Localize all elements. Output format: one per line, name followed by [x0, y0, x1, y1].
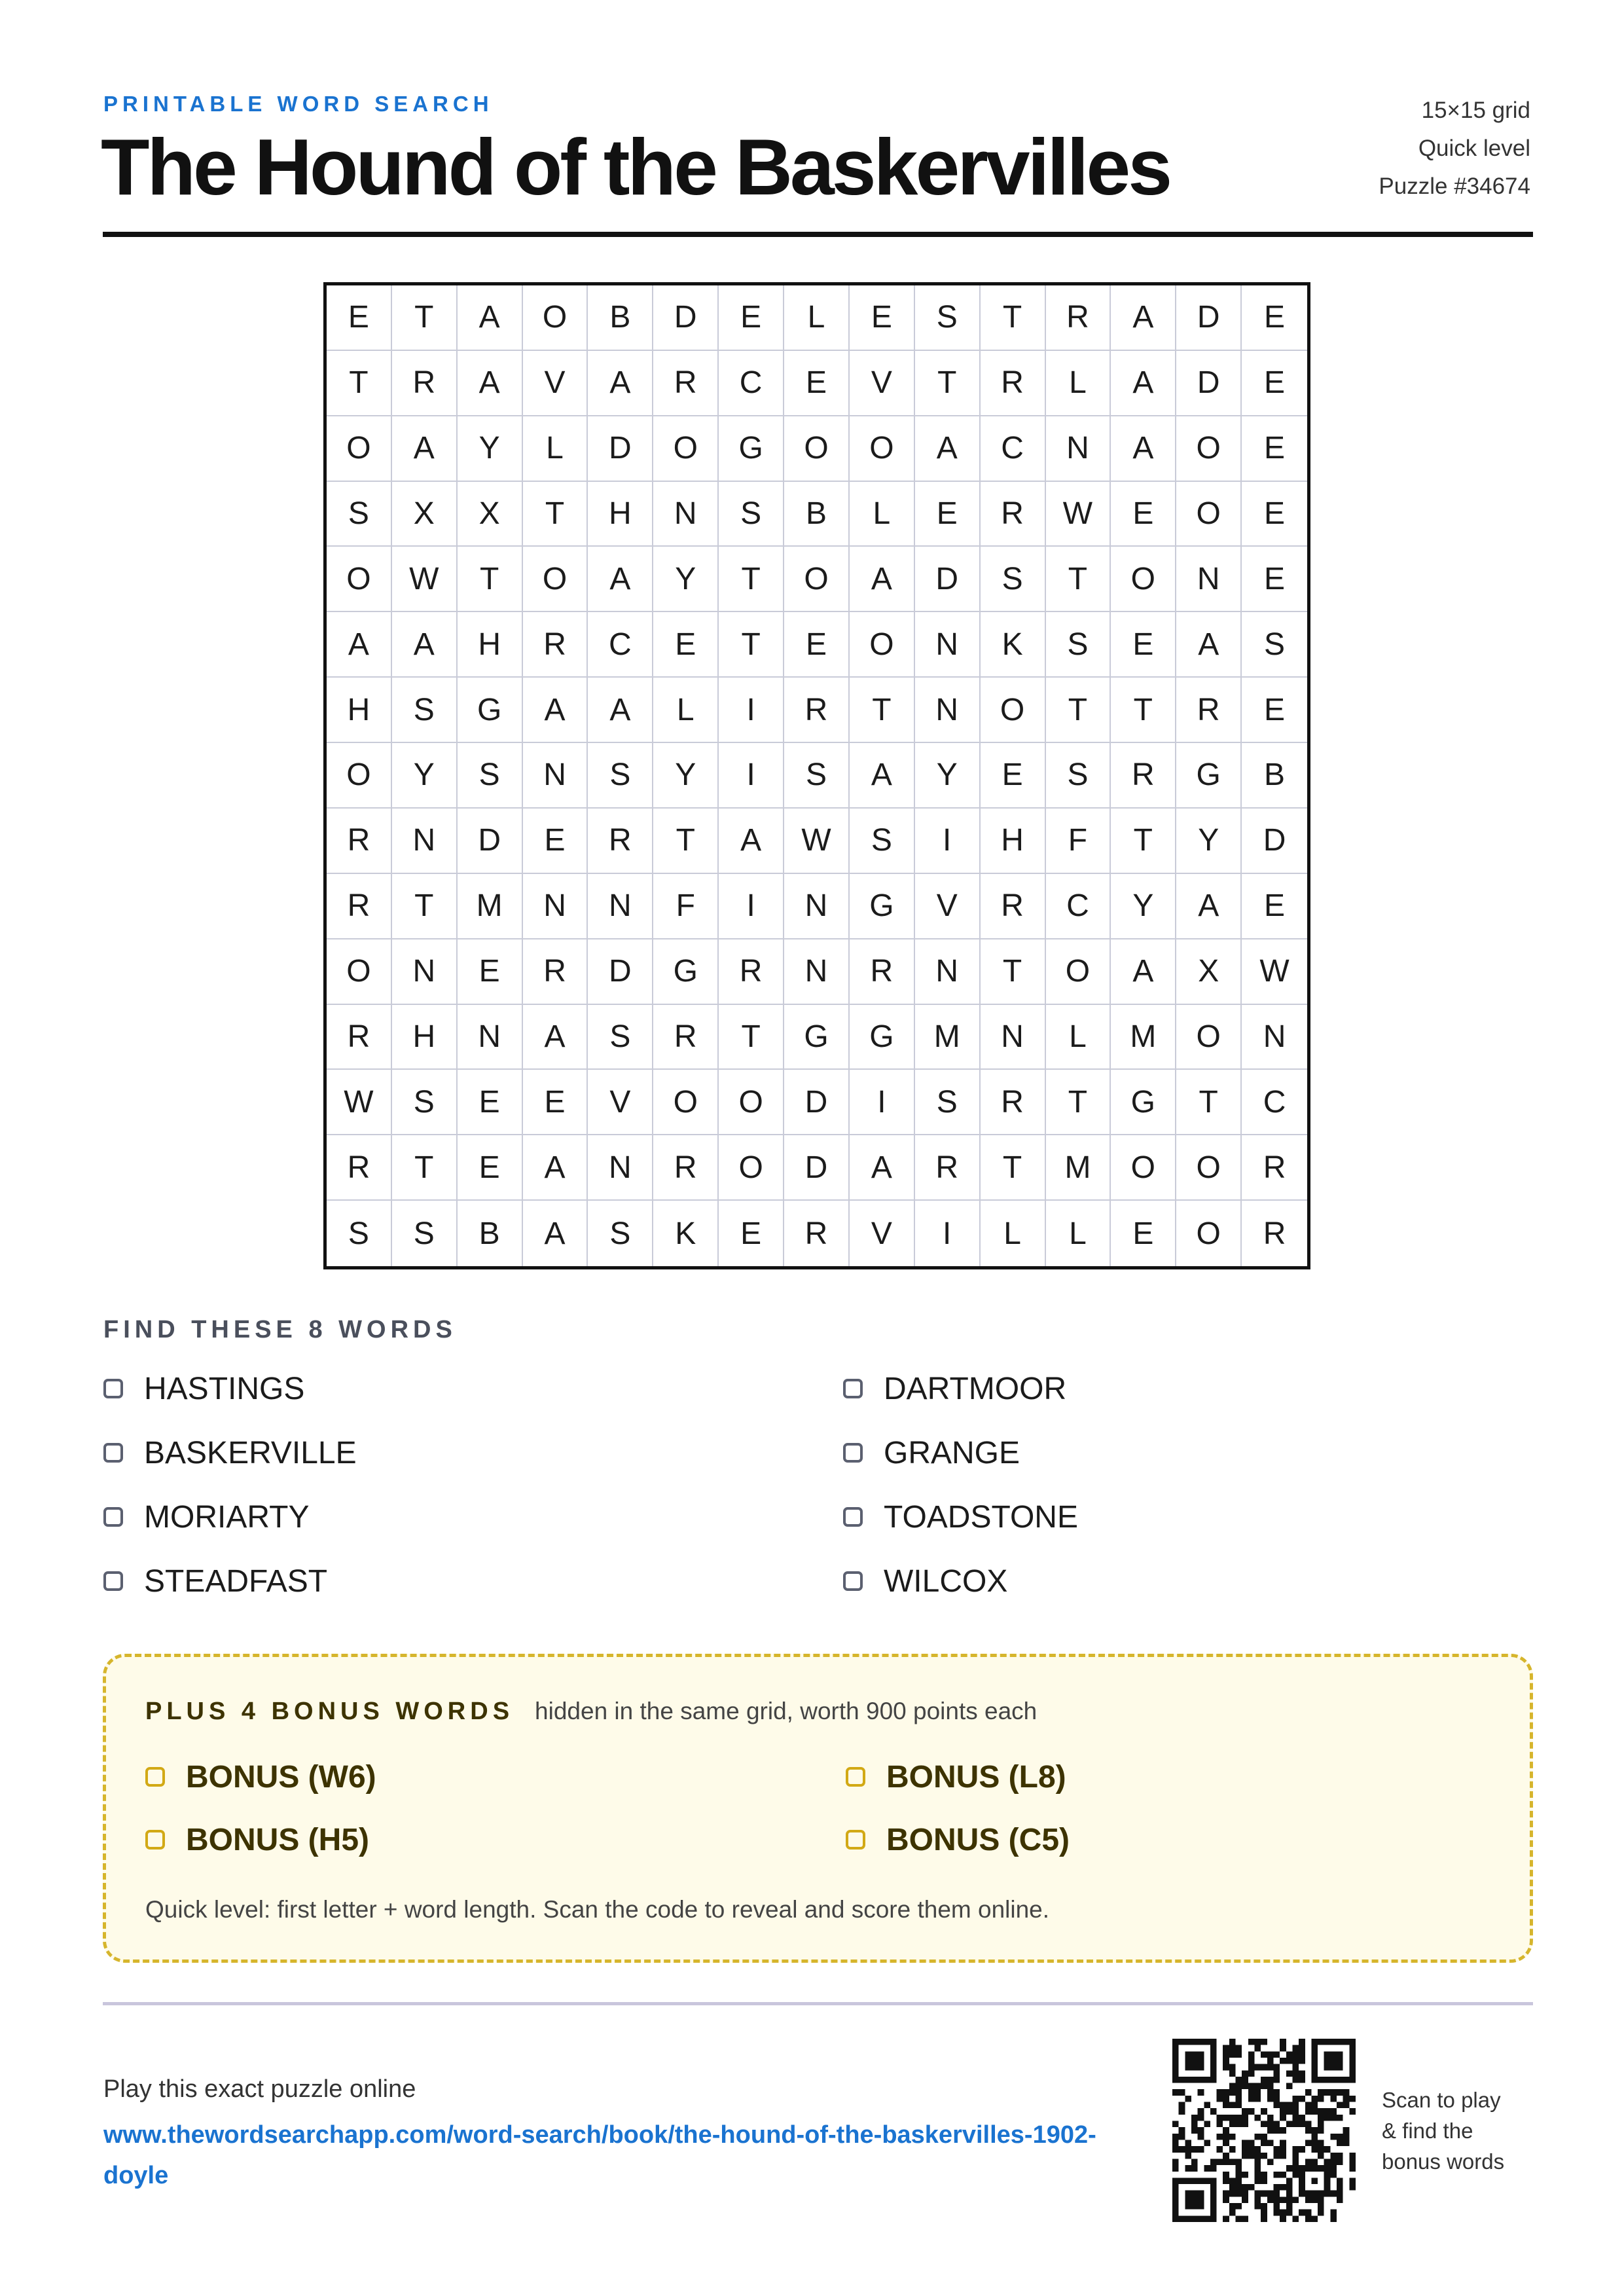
grid-cell[interactable]: M — [915, 1005, 981, 1070]
grid-cell[interactable]: T — [327, 351, 392, 416]
grid-cell[interactable]: C — [1046, 874, 1111, 939]
grid-cell[interactable]: E — [1242, 285, 1307, 351]
grid-cell[interactable]: E — [1242, 547, 1307, 612]
grid-cell[interactable]: G — [719, 416, 784, 482]
grid-cell[interactable]: A — [458, 351, 523, 416]
grid-cell[interactable]: A — [458, 285, 523, 351]
grid-cell[interactable]: V — [915, 874, 981, 939]
grid-cell[interactable]: O — [1176, 416, 1242, 482]
word-item[interactable] — [103, 1500, 843, 1534]
bonus-word-label: BONUS (C5) — [886, 1822, 1070, 1857]
grid-cell[interactable]: R — [1046, 285, 1111, 351]
grid-cell[interactable]: S — [1046, 612, 1111, 678]
grid-cell[interactable]: O — [1176, 1135, 1242, 1201]
puzzle-meta — [1379, 92, 1530, 206]
checkbox-icon[interactable] — [145, 1767, 165, 1787]
grid-cell[interactable]: D — [1176, 351, 1242, 416]
grid-cell[interactable]: M — [1111, 1005, 1176, 1070]
bonus-note: Quick level: first letter + word length. Scan the code to reveal and score them online. — [145, 1896, 1050, 1923]
grid-cell[interactable]: A — [1111, 285, 1176, 351]
grid-cell[interactable]: Y — [1176, 809, 1242, 874]
eyebrow-label: PRINTABLE WORD SEARCH — [103, 92, 494, 116]
grid-cell[interactable]: T — [1176, 1070, 1242, 1135]
grid-cell[interactable]: O — [327, 547, 392, 612]
grid-cell[interactable]: A — [850, 743, 915, 809]
grid-cell[interactable]: B — [784, 482, 850, 547]
grid-cell[interactable]: I — [719, 874, 784, 939]
grid-cell[interactable]: C — [981, 416, 1046, 482]
grid-cell[interactable]: B — [588, 285, 653, 351]
grid-cell[interactable]: O — [523, 285, 588, 351]
grid-cell[interactable]: M — [458, 874, 523, 939]
qr-code-icon[interactable] — [1172, 2039, 1356, 2222]
grid-cell[interactable]: O — [719, 1070, 784, 1135]
grid-cell[interactable]: I — [850, 1070, 915, 1135]
grid-cell[interactable]: E — [653, 612, 719, 678]
letter-grid[interactable] — [323, 282, 1310, 1269]
grid-cell[interactable]: S — [458, 743, 523, 809]
grid-cell[interactable]: E — [523, 1070, 588, 1135]
grid-cell[interactable]: R — [981, 351, 1046, 416]
grid-cell[interactable]: E — [915, 482, 981, 547]
grid-cell[interactable]: H — [588, 482, 653, 547]
grid-cell[interactable]: E — [1242, 874, 1307, 939]
word-label: MORIARTY — [144, 1499, 310, 1535]
grid-cell[interactable]: E — [1242, 678, 1307, 743]
grid-cell[interactable]: E — [850, 285, 915, 351]
grid-cell[interactable]: A — [719, 809, 784, 874]
grid-cell[interactable]: Y — [915, 743, 981, 809]
grid-cell[interactable]: V — [588, 1070, 653, 1135]
grid-cell[interactable]: N — [1046, 416, 1111, 482]
header-divider — [103, 232, 1533, 237]
grid-cell[interactable]: V — [850, 1201, 915, 1266]
grid-cell[interactable]: C — [1242, 1070, 1307, 1135]
grid-cell[interactable]: N — [915, 939, 981, 1005]
bonus-word-label: BONUS (W6) — [186, 1759, 376, 1795]
grid-cell[interactable]: R — [1111, 743, 1176, 809]
grid-cell[interactable]: D — [1242, 809, 1307, 874]
checkbox-icon[interactable] — [846, 1830, 865, 1850]
grid-cell[interactable]: E — [327, 285, 392, 351]
grid-cell[interactable]: E — [458, 1135, 523, 1201]
grid-cell[interactable]: D — [784, 1135, 850, 1201]
grid-cell[interactable]: R — [327, 1135, 392, 1201]
grid-cell[interactable]: G — [850, 874, 915, 939]
level-label: Quick level — [1418, 136, 1530, 161]
grid-cell[interactable]: X — [458, 482, 523, 547]
grid-cell[interactable]: E — [523, 809, 588, 874]
grid-cell[interactable]: T — [523, 482, 588, 547]
grid-cell[interactable]: T — [850, 678, 915, 743]
grid-cell[interactable]: V — [850, 351, 915, 416]
grid-cell[interactable]: G — [1176, 743, 1242, 809]
word-list-title: FIND THESE 8 WORDS — [103, 1316, 457, 1343]
grid-cell[interactable]: T — [392, 1135, 458, 1201]
grid-cell[interactable]: R — [784, 678, 850, 743]
grid-cell[interactable]: D — [1176, 285, 1242, 351]
grid-cell[interactable]: R — [653, 351, 719, 416]
grid-cell[interactable]: N — [784, 939, 850, 1005]
grid-cell[interactable]: C — [719, 351, 784, 416]
grid-cell[interactable]: L — [1046, 351, 1111, 416]
grid-cell[interactable]: E — [784, 351, 850, 416]
grid-cell[interactable]: I — [915, 809, 981, 874]
grid-cell[interactable]: I — [719, 743, 784, 809]
footer-divider — [103, 2002, 1533, 2005]
grid-cell[interactable]: S — [588, 1201, 653, 1266]
grid-cell[interactable]: O — [1176, 1005, 1242, 1070]
grid-cell[interactable]: T — [1046, 547, 1111, 612]
grid-cell[interactable]: T — [392, 874, 458, 939]
word-item[interactable] — [843, 1564, 1534, 1598]
grid-cell[interactable]: T — [1111, 678, 1176, 743]
grid-cell[interactable]: A — [1111, 939, 1176, 1005]
grid-cell[interactable]: G — [850, 1005, 915, 1070]
grid-cell[interactable]: K — [653, 1201, 719, 1266]
grid-cell[interactable]: O — [850, 612, 915, 678]
bonus-word-label: BONUS (L8) — [886, 1759, 1066, 1795]
grid-cell[interactable]: S — [392, 1201, 458, 1266]
word-label: TOADSTONE — [884, 1499, 1078, 1535]
grid-cell[interactable]: T — [981, 285, 1046, 351]
checkbox-icon[interactable] — [843, 1379, 863, 1398]
grid-cell[interactable]: T — [1046, 1070, 1111, 1135]
grid-cell[interactable]: E — [1111, 482, 1176, 547]
grid-cell[interactable]: T — [915, 351, 981, 416]
grid-cell[interactable]: E — [784, 612, 850, 678]
grid-cell[interactable]: R — [1263, 1216, 1286, 1251]
grid-cell[interactable]: S — [327, 1201, 392, 1266]
grid-cell[interactable]: S — [784, 743, 850, 809]
grid-cell[interactable]: A — [1111, 351, 1176, 416]
grid-cell[interactable]: O — [1176, 482, 1242, 547]
grid-cell[interactable]: T — [392, 285, 458, 351]
grid-cell[interactable]: F — [653, 874, 719, 939]
grid-cell[interactable]: F — [1046, 809, 1111, 874]
grid-cell[interactable]: S — [915, 285, 981, 351]
checkbox-icon[interactable] — [145, 1830, 165, 1850]
grid-cell[interactable]: T — [981, 1135, 1046, 1201]
grid-cell[interactable]: W — [327, 1070, 392, 1135]
grid-cell[interactable]: B — [1242, 743, 1307, 809]
grid-cell[interactable]: A — [523, 678, 588, 743]
grid-cell[interactable]: S — [392, 678, 458, 743]
grid-cell[interactable]: O — [850, 416, 915, 482]
grid-cell[interactable]: W — [392, 547, 458, 612]
grid-cell[interactable]: T — [458, 547, 523, 612]
word-label: GRANGE — [884, 1435, 1020, 1470]
grid-cell[interactable]: W — [1242, 939, 1307, 1005]
word-label: HASTINGS — [144, 1371, 305, 1406]
grid-cell[interactable]: R — [653, 1005, 719, 1070]
grid-cell[interactable]: D — [588, 416, 653, 482]
grid-cell[interactable]: E — [719, 1201, 784, 1266]
grid-cell[interactable]: R — [981, 482, 1046, 547]
grid-cell[interactable]: A — [1176, 612, 1242, 678]
grid-cell[interactable]: A — [392, 416, 458, 482]
grid-cell[interactable]: A — [850, 547, 915, 612]
puzzle-number-label: Puzzle #34674 — [1379, 173, 1530, 199]
grid-cell[interactable]: D — [653, 285, 719, 351]
grid-cell[interactable]: A — [588, 351, 653, 416]
grid-size-label: 15×15 grid — [1421, 98, 1530, 123]
grid-cell[interactable]: R — [1242, 1135, 1307, 1201]
word-item[interactable] — [103, 1436, 843, 1470]
grid-cell[interactable]: R — [588, 809, 653, 874]
grid-cell[interactable]: H — [458, 612, 523, 678]
grid-cell[interactable]: Y — [653, 743, 719, 809]
grid-cell[interactable]: O — [1111, 547, 1176, 612]
play-online-label: Play this exact puzzle online — [103, 2075, 416, 2103]
grid-cell[interactable]: R — [653, 1135, 719, 1201]
grid-cell[interactable]: Y — [392, 743, 458, 809]
grid-cell[interactable]: S — [981, 547, 1046, 612]
grid-cell[interactable]: L — [784, 285, 850, 351]
grid-cell[interactable]: O — [327, 939, 392, 1005]
grid-cell[interactable]: N — [1176, 547, 1242, 612]
qr-caption-line: & find the — [1382, 2119, 1473, 2143]
grid-cell[interactable]: E — [1242, 351, 1307, 416]
grid-cell[interactable]: A — [588, 547, 653, 612]
grid-cell[interactable]: I — [915, 1201, 981, 1266]
grid-cell[interactable]: S — [327, 482, 392, 547]
grid-cell[interactable]: R — [392, 351, 458, 416]
grid-cell[interactable]: S — [719, 482, 784, 547]
checkbox-icon[interactable] — [103, 1571, 123, 1591]
grid-cell[interactable]: R — [327, 809, 392, 874]
grid-cell[interactable]: C — [588, 612, 653, 678]
grid-cell[interactable]: I — [719, 678, 784, 743]
grid-cell[interactable]: Y — [458, 416, 523, 482]
grid-cell[interactable]: R — [981, 874, 1046, 939]
grid-cell[interactable]: O — [784, 416, 850, 482]
grid-cell[interactable]: A — [523, 1201, 588, 1266]
grid-cell[interactable]: R — [915, 1135, 981, 1201]
grid-cell[interactable]: G — [458, 678, 523, 743]
grid-cell[interactable]: N — [588, 874, 653, 939]
grid-cell[interactable]: L — [1046, 1005, 1111, 1070]
grid-cell[interactable]: E — [1111, 1201, 1176, 1266]
grid-cell[interactable]: Y — [1111, 874, 1176, 939]
grid-cell[interactable]: H — [981, 809, 1046, 874]
grid-cell[interactable]: H — [392, 1005, 458, 1070]
grid-cell[interactable]: E — [458, 1070, 523, 1135]
word-label: STEADFAST — [144, 1563, 328, 1599]
grid-cell[interactable]: A — [850, 1135, 915, 1201]
grid-cell[interactable]: H — [327, 678, 392, 743]
grid-cell[interactable]: S — [588, 1005, 653, 1070]
grid-cell[interactable]: O — [653, 1070, 719, 1135]
grid-cell[interactable]: O — [1046, 939, 1111, 1005]
grid-cell[interactable]: T — [1111, 809, 1176, 874]
grid-cell[interactable]: D — [915, 547, 981, 612]
grid-cell[interactable]: N — [523, 743, 588, 809]
grid-cell[interactable]: O — [1111, 1135, 1176, 1201]
grid-cell[interactable]: N — [392, 809, 458, 874]
grid-cell[interactable]: E — [719, 285, 784, 351]
word-item[interactable] — [843, 1372, 1534, 1406]
bonus-word-item[interactable] — [846, 1821, 1494, 1858]
grid-cell[interactable]: A — [523, 1005, 588, 1070]
grid-cell[interactable]: T — [719, 547, 784, 612]
grid-cell[interactable]: R — [850, 939, 915, 1005]
checkbox-icon[interactable] — [103, 1379, 123, 1398]
grid-cell[interactable]: N — [981, 1005, 1046, 1070]
grid-cell[interactable]: N — [1242, 1005, 1307, 1070]
grid-cell[interactable]: R — [1176, 678, 1242, 743]
bonus-word-item[interactable] — [145, 1758, 846, 1795]
grid-cell[interactable]: A — [327, 612, 392, 678]
grid-cell[interactable]: E — [458, 939, 523, 1005]
page-title: The Hound of the Baskervilles — [101, 122, 1170, 211]
grid-cell[interactable]: R — [784, 1201, 850, 1266]
grid-cell[interactable]: L — [653, 678, 719, 743]
grid-cell[interactable]: S — [588, 743, 653, 809]
word-item[interactable] — [843, 1436, 1534, 1470]
qr-caption-line: Scan to play — [1382, 2088, 1501, 2112]
grid-cell[interactable]: A — [1111, 416, 1176, 482]
word-label: DARTMOOR — [884, 1371, 1067, 1406]
grid-cell[interactable]: N — [392, 939, 458, 1005]
grid-cell[interactable]: T — [653, 809, 719, 874]
word-item[interactable] — [103, 1372, 843, 1406]
grid-cell[interactable]: M — [1046, 1135, 1111, 1201]
grid-cell[interactable]: R — [327, 1005, 392, 1070]
grid-cell[interactable]: A — [1176, 874, 1242, 939]
bonus-word-list — [145, 1758, 1494, 1858]
grid-cell[interactable]: S — [850, 809, 915, 874]
puzzle-url-link[interactable]: www.thewordsearchapp.com/word-search/book/the-hound-of-the-baskervilles-1902-doyle — [103, 2121, 1096, 2189]
grid-cell[interactable]: N — [653, 482, 719, 547]
grid-cell[interactable]: O — [784, 547, 850, 612]
grid-cell[interactable]: A — [523, 1135, 588, 1201]
grid-cell[interactable]: A — [588, 678, 653, 743]
grid-cell[interactable]: E — [981, 743, 1046, 809]
grid-cell[interactable]: G — [784, 1005, 850, 1070]
bonus-subtitle: hidden in the same grid, worth 900 points each — [535, 1698, 1038, 1724]
checkbox-icon[interactable] — [846, 1767, 865, 1787]
grid-cell[interactable]: R — [719, 939, 784, 1005]
grid-cell[interactable]: A — [915, 416, 981, 482]
word-label: WILCOX — [884, 1563, 1008, 1599]
grid-cell[interactable]: R — [523, 612, 588, 678]
word-item[interactable] — [843, 1500, 1534, 1534]
grid-cell[interactable]: O — [653, 416, 719, 482]
grid-cell[interactable]: X — [1176, 939, 1242, 1005]
grid-cell[interactable]: L — [981, 1201, 1046, 1266]
grid-cell[interactable]: V — [523, 351, 588, 416]
grid-cell[interactable]: E — [1242, 482, 1307, 547]
checkbox-icon[interactable] — [843, 1507, 863, 1527]
bonus-word-item[interactable] — [846, 1758, 1494, 1795]
grid-cell[interactable]: S — [392, 1070, 458, 1135]
grid-cell[interactable]: O — [327, 743, 392, 809]
grid-cell[interactable]: E — [1242, 416, 1307, 482]
grid-cell[interactable]: T — [719, 1005, 784, 1070]
word-list — [103, 1372, 1534, 1598]
grid-cell[interactable]: E — [1111, 612, 1176, 678]
grid-cell[interactable]: O — [981, 678, 1046, 743]
grid-cell[interactable]: N — [523, 874, 588, 939]
grid-cell[interactable]: O — [719, 1135, 784, 1201]
grid-cell[interactable]: T — [719, 612, 784, 678]
grid-cell[interactable]: G — [1111, 1070, 1176, 1135]
grid-cell[interactable]: O — [1176, 1201, 1242, 1266]
grid-cell[interactable]: N — [588, 1135, 653, 1201]
grid-cell[interactable]: N — [915, 678, 981, 743]
bonus-title: PLUS 4 BONUS WORDS — [145, 1698, 514, 1725]
grid-cell[interactable]: N — [784, 874, 850, 939]
qr-caption — [1382, 2085, 1539, 2177]
grid-cell[interactable]: S — [915, 1070, 981, 1135]
qr-caption-line: bonus words — [1382, 2149, 1505, 2174]
word-label: BASKERVILLE — [144, 1435, 357, 1470]
grid-cell[interactable]: Y — [653, 547, 719, 612]
grid-cell[interactable]: O — [523, 547, 588, 612]
grid-cell[interactable]: D — [784, 1070, 850, 1135]
checkbox-icon[interactable] — [843, 1443, 863, 1463]
grid-cell[interactable]: L — [523, 416, 588, 482]
grid-cell[interactable]: L — [1046, 1201, 1111, 1266]
grid-cell[interactable]: T — [1046, 678, 1111, 743]
grid-cell[interactable]: N — [458, 1005, 523, 1070]
grid-cell[interactable]: W — [784, 809, 850, 874]
grid-cell[interactable]: R — [327, 874, 392, 939]
grid-cell[interactable]: X — [392, 482, 458, 547]
bonus-word-item[interactable] — [145, 1821, 846, 1858]
checkbox-icon[interactable] — [103, 1507, 123, 1527]
grid-cell[interactable]: W — [1046, 482, 1111, 547]
grid-cell[interactable]: G — [653, 939, 719, 1005]
grid-cell[interactable]: A — [392, 612, 458, 678]
bonus-panel — [103, 1654, 1533, 1963]
grid-cell[interactable]: O — [327, 416, 392, 482]
grid-cell[interactable]: T — [981, 939, 1046, 1005]
grid-cell[interactable]: R — [523, 939, 588, 1005]
bonus-word-label: BONUS (H5) — [186, 1822, 370, 1857]
bonus-header — [145, 1698, 1037, 1726]
grid-cell[interactable]: S — [1242, 612, 1307, 678]
grid-cell[interactable]: L — [850, 482, 915, 547]
grid-cell[interactable]: B — [458, 1201, 523, 1266]
grid-cell[interactable]: N — [915, 612, 981, 678]
checkbox-icon[interactable] — [843, 1571, 863, 1591]
grid-cell[interactable]: D — [588, 939, 653, 1005]
grid-cell[interactable]: D — [458, 809, 523, 874]
grid-cell[interactable]: K — [981, 612, 1046, 678]
word-item[interactable] — [103, 1564, 843, 1598]
checkbox-icon[interactable] — [103, 1443, 123, 1463]
grid-cell[interactable]: S — [1046, 743, 1111, 809]
grid-cell[interactable]: R — [981, 1070, 1046, 1135]
